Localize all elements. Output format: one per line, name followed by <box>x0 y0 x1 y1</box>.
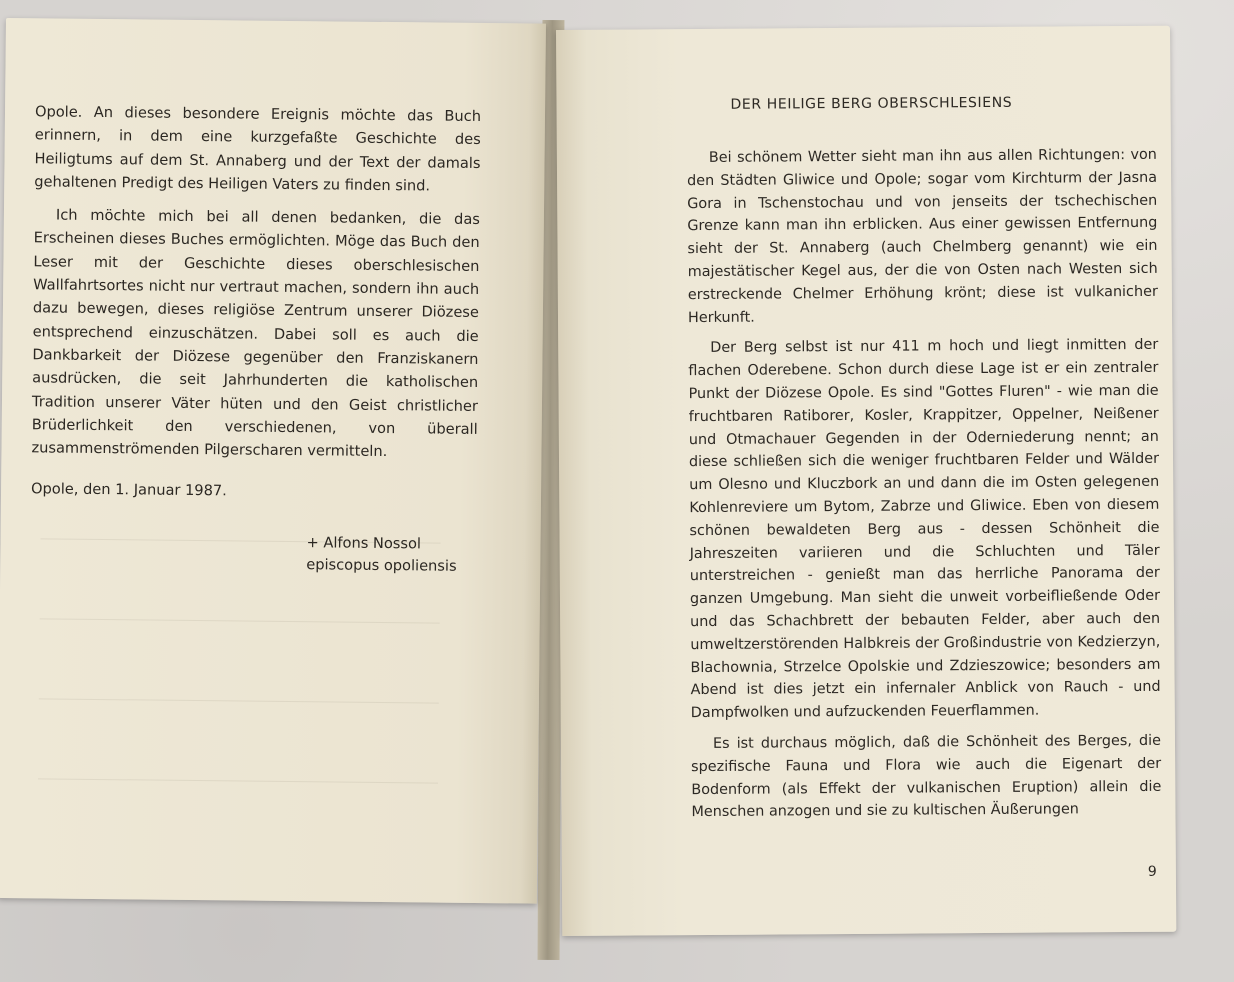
chapter-heading: DER HEILIGE BERG OBERSCHLESIENS <box>730 94 1013 113</box>
left-page <box>0 18 546 904</box>
signature-block <box>306 532 476 578</box>
signature-name: + Alfons Nossol <box>306 533 422 553</box>
paragraph: Der Berg selbst ist nur 411 m hoch und liegt inmitten der flachen Oderebene. Schon durch diese Lage ist er ein zentraler Punkt der Diözese Opole. Es sind "Gottes Fluren" - wie man die fruchtbaren Ratiborer, Kosler, Krappitzer, Oppelner, Neißener und Otmachauer Gegenden in der Oderniederung nennt; an diese schließen sich die weniger fruchtbaren Felder und Wälder um Olesno und Kluczbork an und dann die im Osten gelegenen Kohlenreviere um Bytom, Zabrze und Gliwice. Eben von diesem schönen bewaldeten Berg aus - dessen Schönheit die Jahreszeiten variieren und die Schluchten und Täler unterstreichen - genießt man das herrliche Panorama der ganzen Umgebung. Man sieht die unweit vorbeifließende Oder und das Schachbrett der bebauten Felder, aber auch den umweltzerstörenden Halbkreis der Großindustrie von Kedzierzyn, Blachownia, Strzelce Opolskie und Zdzieszowice; besonders am Abend ist dies jetzt ein infernaler Anblick von Rauch - und Dampfwolken und aufzuckenden Feuerflammen. <box>688 337 1161 722</box>
bleed-through-line <box>40 618 440 623</box>
left-page-text <box>30 100 481 577</box>
signature-title: episcopus opoliensis <box>306 555 457 575</box>
bleed-through-line <box>38 778 438 783</box>
right-page-text <box>687 144 1162 832</box>
paragraph: Bei schönem Wetter sieht man ihn aus allen Richtungen: von den Städten Gliwice und Opole; sogar vom Kirchturm der Jasna Gora in Tschenstochau und von jenseits der tschechischen Grenze kann man ihn erblicken. Aus einer gewissen Entfernung sieht der St. Annaberg (auch Chelmberg genannt) wie ein majestätischer Kegel aus, der die von Osten nach Westen sich erstreckende Chelmer Erhöhung krönt; diese ist vulkanicher Herkunft. <box>687 146 1158 326</box>
date-line: Opole, den 1. Januar 1987. <box>30 480 227 500</box>
paragraph: Es ist durchaus möglich, daß die Schönheit des Berges, die spezifische Fauna und Flora wie auch die Eigenart der Bodenform (als Effekt der vulkanischen Eruption) allein die Menschen anzogen und sie zu kultischen Äußerungen <box>691 732 1162 821</box>
page-number: 9 <box>1147 863 1157 880</box>
right-page <box>556 26 1176 936</box>
bleed-through-line <box>39 698 439 703</box>
paragraph: Ich möchte mich bei all denen bedanken, die das Erscheinen dieses Buches ermöglichten. Möge das Buch den Leser mit der Geschichte dieses oberschlesischen Wallfahrtsortes nicht nur vertraut machen, sondern ihn auch dazu bewegen, dieses religiöse Zentrum unserer Diözese entsprechend einzuschätzen. Dabei soll es auch die Dankbarkeit der Diözese gegenüber den Franziskanern ausdrücken, die seit Jahrhunderten die katholischen Tradition unserer Väter hüten und den Geist christlicher Brüderlichkeit den verschiedenen, von überall zusammenströmenden Pilgerscharen vermitteln. <box>31 206 481 461</box>
paragraph: Opole. An dieses besondere Ereignis möchte das Buch erinnern, in dem eine kurzgefaßte Geschichte des Heiligtums auf dem St. Annaberg und der Text der damals gehaltenen Predigt des Heiligen Vaters zu finden sind. <box>34 103 482 195</box>
